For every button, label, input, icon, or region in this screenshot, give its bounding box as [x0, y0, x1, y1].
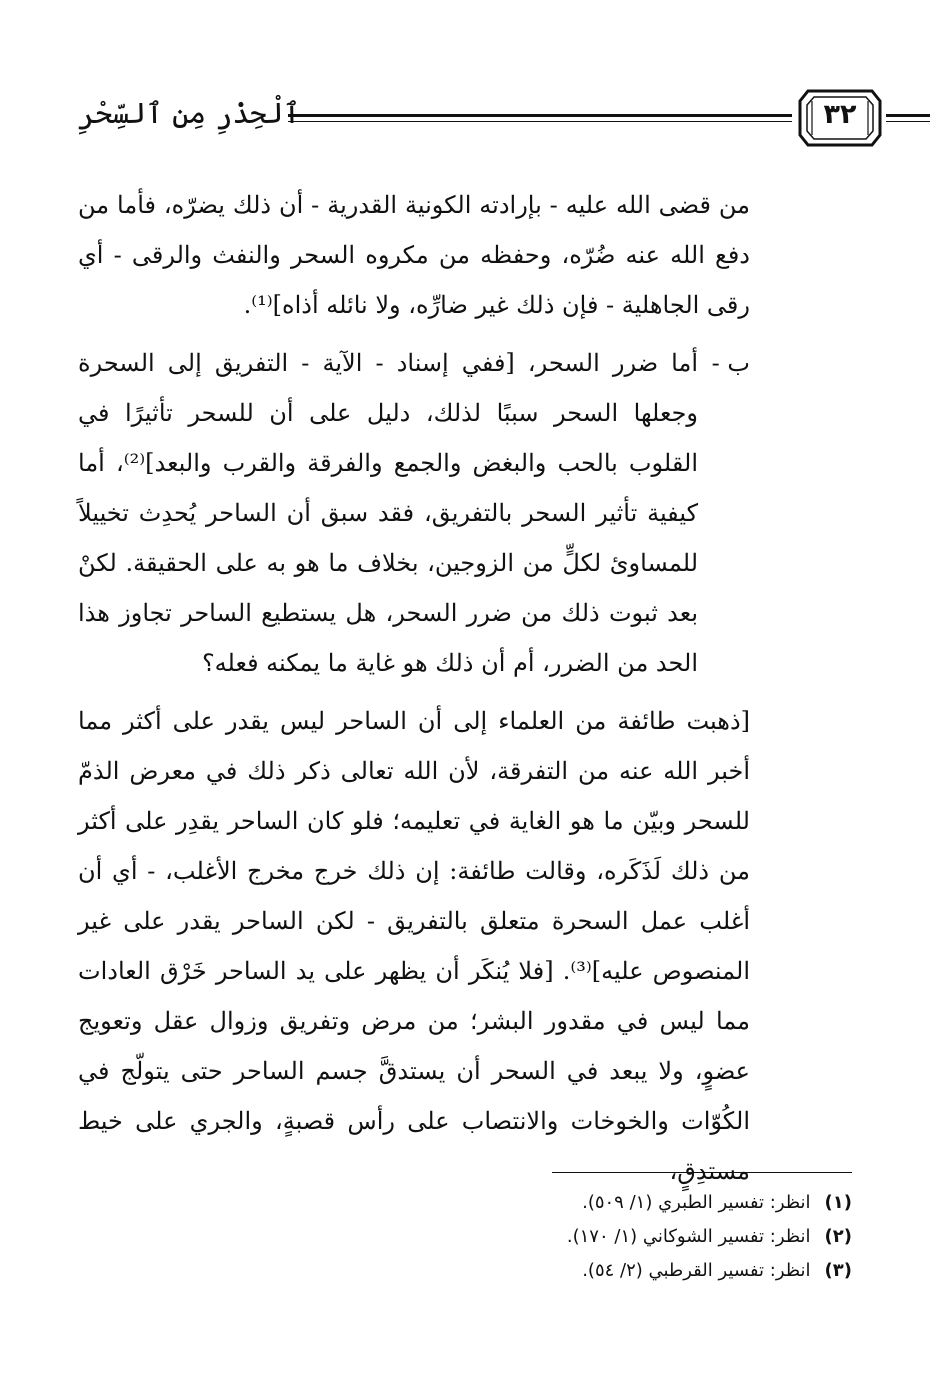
footnote-2: [152, 1220, 852, 1254]
footnote-3: [152, 1254, 852, 1288]
main-text: [78, 180, 750, 1196]
page-number-frame: [798, 89, 882, 147]
footnote-text: انظر: تفسير الشوكاني (١/ ١٧٠).: [566, 1226, 811, 1247]
footnote-1: [152, 1186, 852, 1220]
page-header: [78, 84, 858, 154]
footnote-number: (٣): [824, 1260, 852, 1281]
footnotes: [152, 1186, 852, 1288]
footnote-number: (١): [824, 1192, 852, 1213]
header-rule-right: [886, 114, 930, 122]
footnote-text: انظر: تفسير الطبري (١/ ٥٠٩).: [582, 1192, 811, 1213]
paragraph-3: [ذهبت طائفة من العلماء إلى أن الساحر ليس يقدر على أكثر مما أخبر الله عنه من التفرقة، لأن الله تعالى ذكر ذلك في معرض الذمّ للسحر وبيّن ما هو الغاية في تعليمه؛ فلو كان الساحر يقدِر على أكثر من ذلك لَذَكَره، وقالت طائفة: إن ذلك خرج مخرج الأغلب، - أي أن أغلب عمل السحرة متعلق بالتفريق - لكن الساحر يقدر على غير المنصوص عليه]⁽³⁾. [فلا يُنكَر أن يظهر على يد الساحر خَرْق العادات مما ليس في مقدور البشر؛ من مرض وتفريق وزوال عقل وتعويج عضوٍ، ولا يبعد في السحر أن يستدقَّ جسم الساحر حتى يتولّج في الكُوّات والخوخات والانتصاب على رأس قصبةٍ، والجري على خيط مستدِقٍ،: [78, 707, 750, 1185]
footnote-separator: [552, 1172, 852, 1173]
paragraph-1: من قضى الله عليه - بإرادته الكونية القدرية - أن ذلك يضرّه، فأما من دفع الله عنه ضُرّه، وحفظه من مكروه السحر والنفث والرقى - أي رقى الجاهلية - فإن ذلك غير ضارِّه، ولا نائله أذاه]⁽¹⁾.: [78, 191, 751, 319]
list-marker: ب -: [711, 349, 750, 377]
page-number: ٣٢: [823, 99, 857, 130]
running-title: ٱلْحِذْرِ مِن ٱلسِّحْرِ: [78, 96, 301, 130]
paragraph-2: [78, 338, 750, 688]
header-rule-left: [288, 114, 792, 122]
footnote-text: انظر: تفسير القرطبي (٢/ ٥٤).: [582, 1260, 811, 1281]
footnote-number: (٢): [824, 1226, 852, 1247]
paragraph-2-text: أما ضرر السحر، [ففي إسناد - الآية - التفريق إلى السحرة وجعلها السحر سببًا لذلك، دليل على أن للسحر تأثيرًا في القلوب بالحب والبغض والجمع والفرقة والقرب والبعد]⁽²⁾، أما كيفية تأثير السحر بالتفريق، فقد سبق أن الساحر يُحدِث تخييلاً للمساوئ لكلٍّ من الزوجين، بخلاف ما هو به على الحقيقة. لكنْ بعد ثبوت ذلك من ضرر السحر، هل يستطيع الساحر تجاوز هذا الحد من الضرر، أم أن ذلك هو غاية ما يمكنه فعله؟: [78, 349, 699, 677]
